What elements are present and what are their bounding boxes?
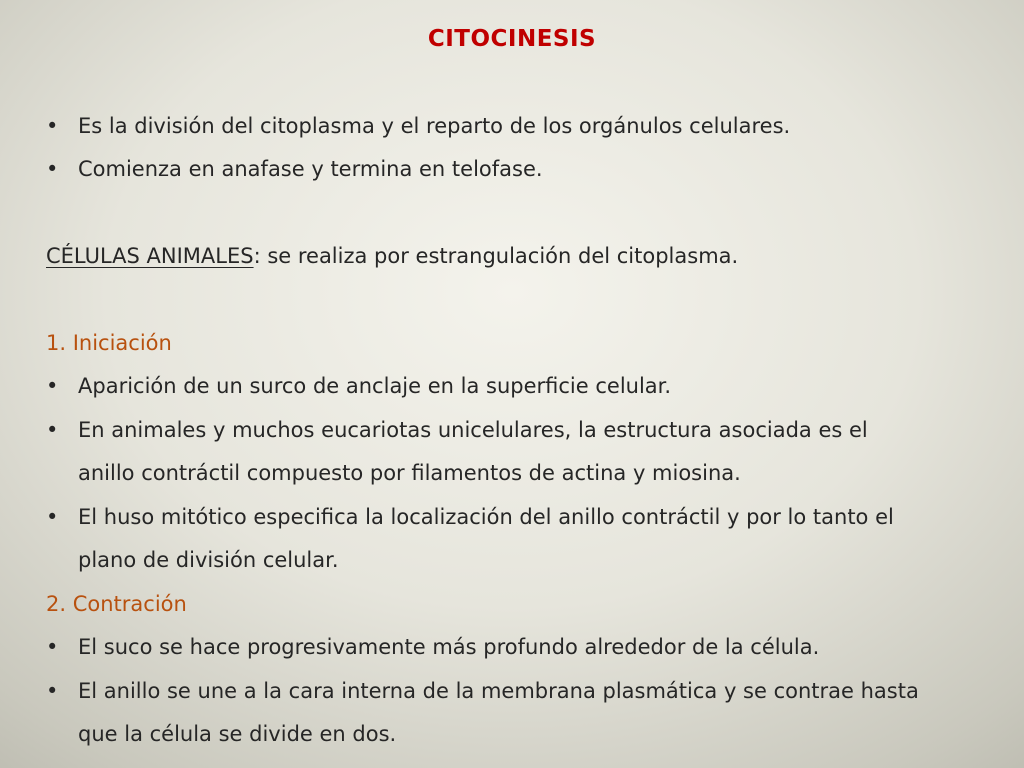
bullet-icon: • [46, 157, 59, 181]
bullet-text: El suco se hace progresivamente más profundo alrededor de la célula. [78, 635, 820, 659]
section-line [46, 241, 1006, 271]
slide-title: CITOCINESIS [427, 26, 597, 52]
bullet-text: El huso mitótico especifica la localización del anillo contráctil y por lo tanto el [78, 505, 894, 529]
bullet-text: En animales y muchos eucariotas unicelulares, la estructura asociada es el [78, 418, 868, 442]
bullet-icon: • [46, 374, 59, 398]
bullet-text: anillo contráctil compuesto por filamentos de actina y miosina. [78, 461, 741, 485]
bullet-icon: • [46, 679, 59, 703]
bullet-text: Aparición de un surco de anclaje en la superficie celular. [78, 374, 672, 398]
stage1-heading: 1. Iniciación [46, 331, 172, 355]
bullet-text: Comienza en anafase y termina en telofase. [78, 157, 543, 181]
bullet-text: El anillo se une a la cara interna de la membrana plasmática y se contrae hasta [78, 679, 919, 703]
stage2-heading: 2. Contración [46, 592, 187, 616]
bullet-icon: • [46, 505, 59, 529]
bullet-icon: • [46, 635, 59, 659]
bullet-icon: • [46, 114, 59, 138]
bullet-icon: • [46, 418, 59, 442]
section-text: : se realiza por estrangulación del citoplasma. [253, 244, 739, 268]
bullet-text: que la célula se divide en dos. [78, 722, 397, 746]
bullet-text: plano de división celular. [78, 548, 339, 572]
bullet-text: Es la división del citoplasma y el reparto de los orgánulos celulares. [78, 114, 791, 138]
section-label: CÉLULAS ANIMALES [46, 244, 254, 268]
